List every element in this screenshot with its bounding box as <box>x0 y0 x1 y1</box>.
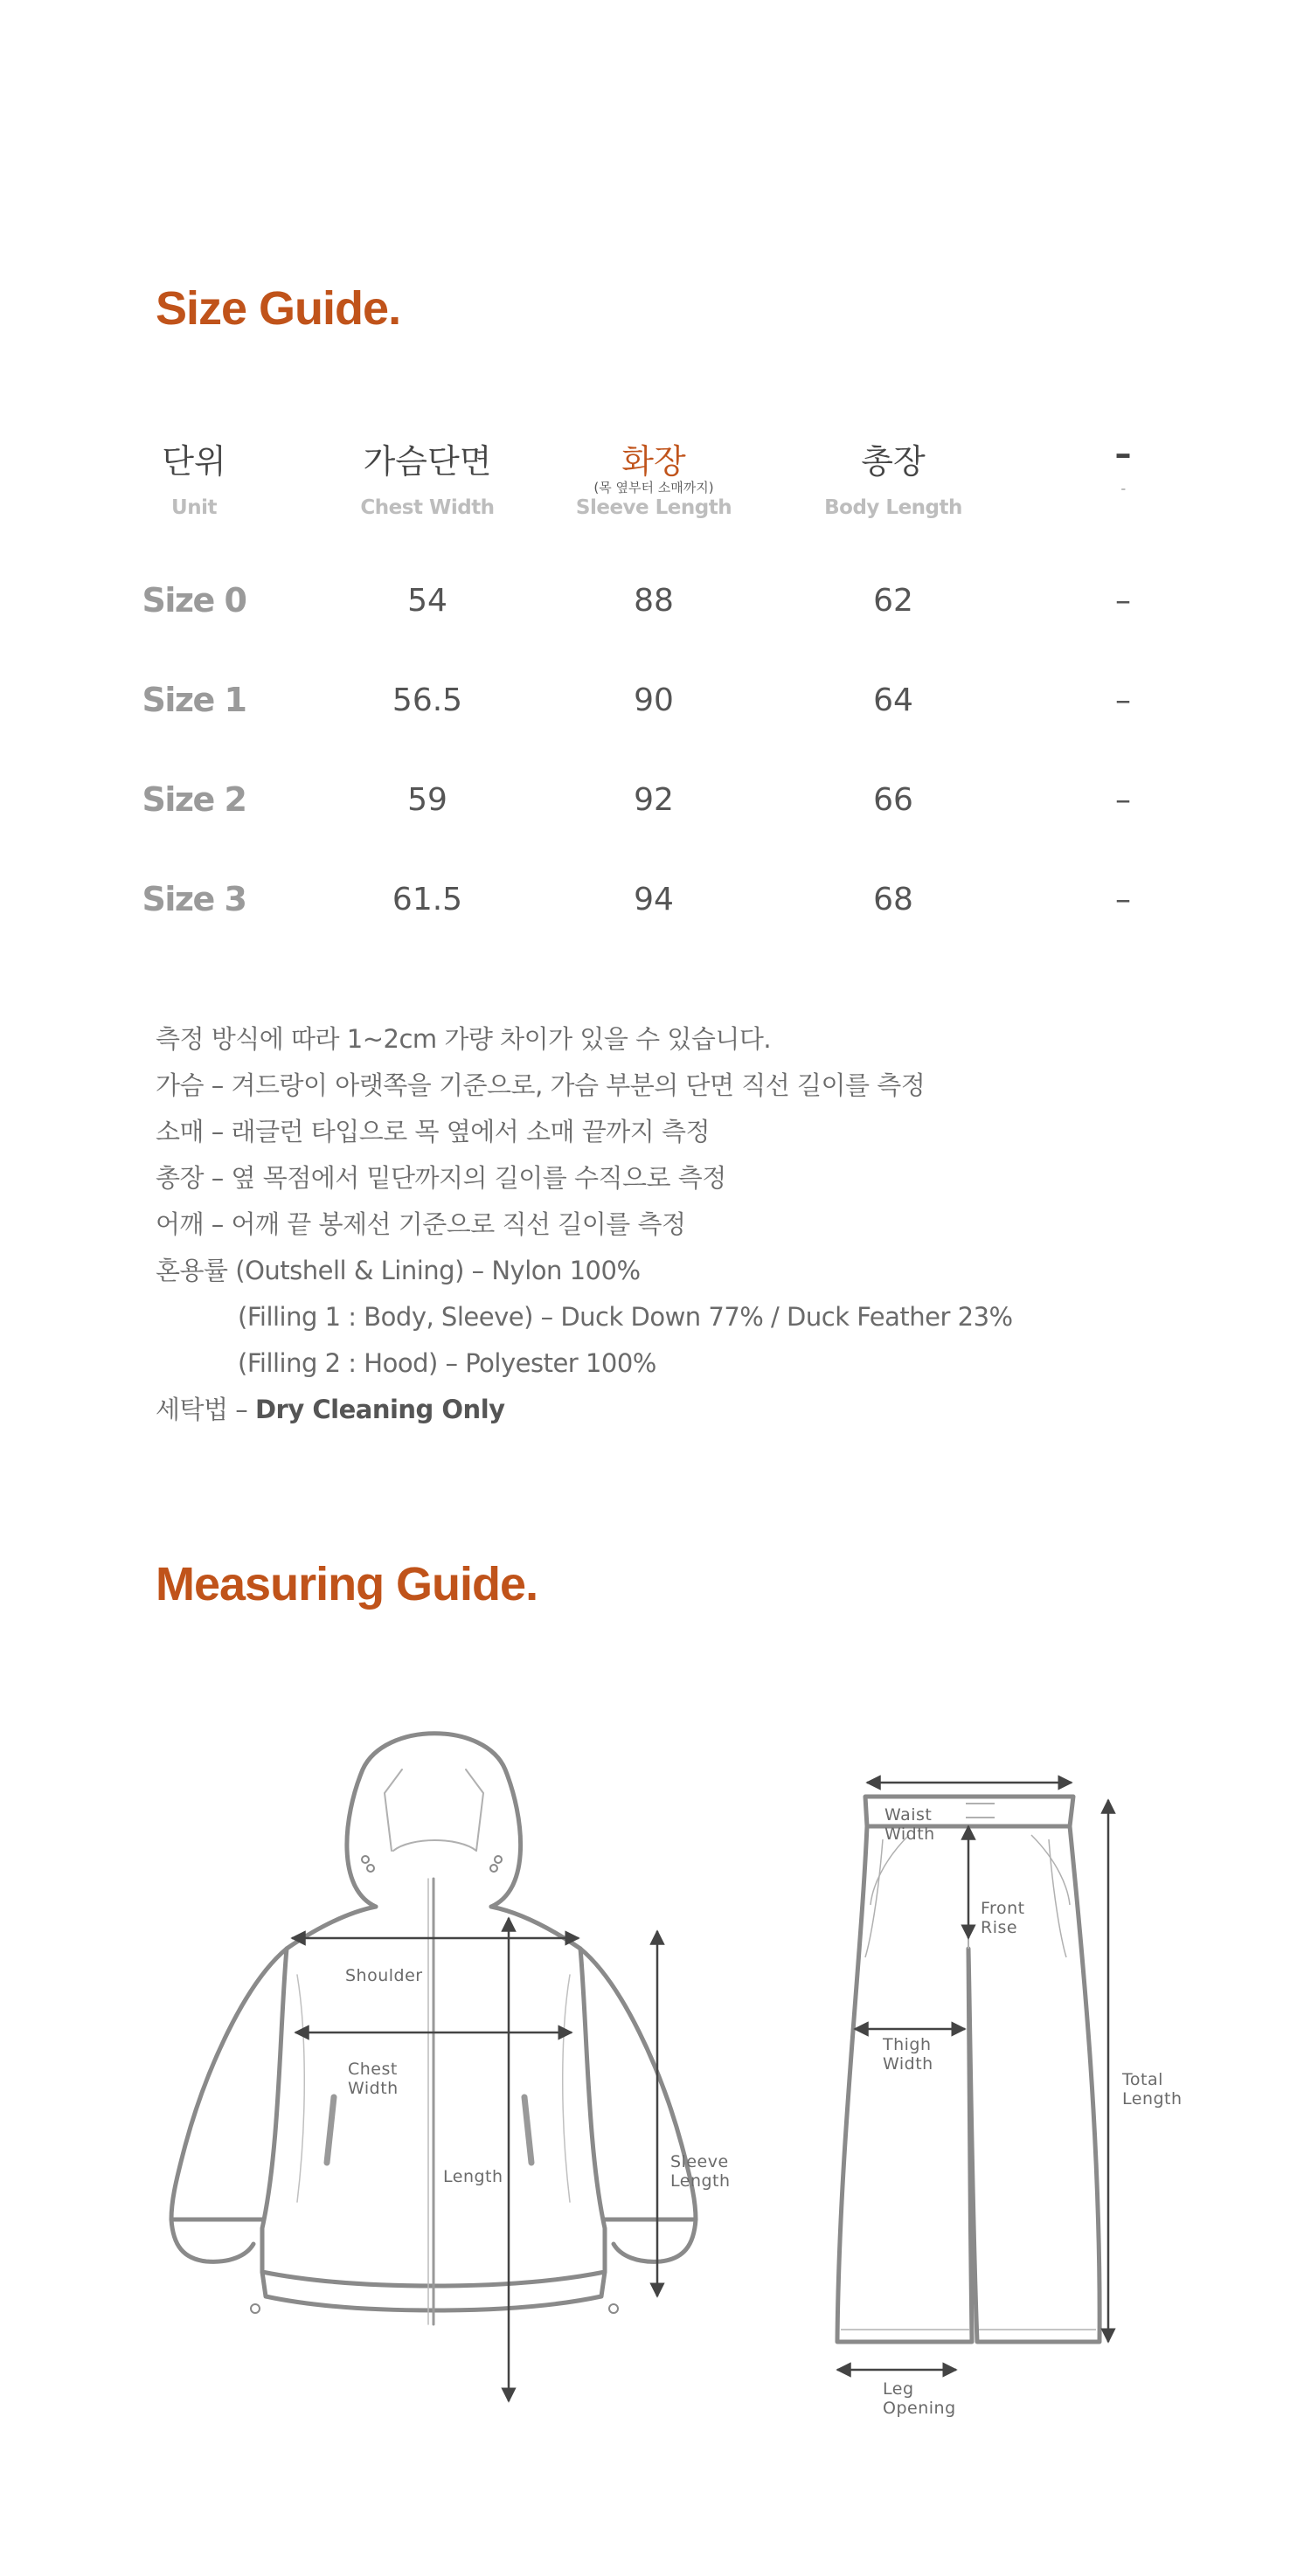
jacket-illustration <box>171 1734 696 2324</box>
size-guide-title: Size Guide. <box>156 282 401 335</box>
label-leg-2: Opening <box>883 2399 956 2418</box>
size-table <box>0 0 1311 961</box>
note-composition-outshell: 혼용률 (Outshell & Lining) – Nylon 100% <box>156 1256 641 1285</box>
note-body-length: 총장 – 옆 목점에서 밑단까지의 길이를 수직으로 측정 <box>156 1163 726 1193</box>
note-sleeve: 소매 – 래글런 타입으로 목 옆에서 소매 끝까지 측정 <box>156 1117 711 1146</box>
header-chest-ko: 가슴단면 <box>363 442 492 481</box>
header-sleeve-ko: 화장 <box>621 442 686 481</box>
label-waist-1: Waist <box>884 1805 933 1825</box>
row-label-size-3: Size 3 <box>142 880 246 918</box>
header-extra-ko: – <box>1114 434 1132 473</box>
header-body-ko: 총장 <box>861 442 926 481</box>
washing-prefix: 세탁법 – <box>156 1395 255 1424</box>
label-shoulder: Shoulder <box>345 1966 423 1985</box>
cell-size-3-sleeve: 94 <box>634 882 674 918</box>
measuring-guide-title: Measuring Guide. <box>156 1558 538 1610</box>
label-leg-1: Leg <box>883 2379 914 2399</box>
cell-size-3-extra: – <box>1115 882 1131 918</box>
measuring-illustrations <box>0 1660 1311 2534</box>
label-total-1: Total <box>1122 2070 1163 2089</box>
cell-size-1-sleeve: 90 <box>634 682 674 718</box>
note-shoulder: 어깨 – 어깨 끝 봉제선 기준으로 직선 길이를 측정 <box>156 1209 686 1239</box>
label-chest-2: Width <box>348 2079 399 2098</box>
cell-size-3-body: 68 <box>873 882 913 918</box>
cell-size-0-extra: – <box>1115 583 1131 619</box>
cell-size-0-sleeve: 88 <box>634 583 674 619</box>
header-body-en: Body Length <box>824 496 962 519</box>
label-sleeve-1: Sleeve <box>670 2152 729 2171</box>
header-unit-ko: 단위 <box>162 442 226 481</box>
header-chest-en: Chest Width <box>360 496 495 519</box>
label-rise-2: Rise <box>981 1918 1018 1937</box>
header-unit-en: Unit <box>171 496 217 519</box>
header-sleeve-en: Sleeve Length <box>575 496 732 519</box>
label-total-2: Length <box>1122 2089 1183 2109</box>
cell-size-3-chest: 61.5 <box>392 882 463 918</box>
cell-size-1-extra: – <box>1115 682 1131 718</box>
label-sleeve-2: Length <box>670 2171 731 2191</box>
cell-size-1-body: 64 <box>873 682 913 718</box>
cell-size-2-chest: 59 <box>407 782 447 818</box>
note-washing <box>156 1387 1013 1433</box>
cell-size-0-chest: 54 <box>407 583 447 619</box>
label-chest-1: Chest <box>348 2060 398 2079</box>
note-measurement-variance: 측정 방식에 따라 1~2cm 가량 차이가 있을 수 있습니다. <box>156 1024 772 1054</box>
note-composition-filling-1: (Filling 1 : Body, Sleeve) – Duck Down 77% / Duck Feather 23% <box>238 1302 1013 1332</box>
cell-size-0-body: 62 <box>873 583 913 619</box>
cell-size-2-extra: – <box>1115 782 1131 818</box>
row-label-size-2: Size 2 <box>142 780 246 819</box>
cell-size-1-chest: 56.5 <box>392 682 463 718</box>
header-sleeve-note: (목 옆부터 소매까지) <box>593 480 714 495</box>
cell-size-2-sleeve: 92 <box>634 782 674 818</box>
jacket-measure-arrows <box>292 1918 657 2401</box>
label-rise-1: Front <box>981 1899 1025 1918</box>
row-label-size-0: Size 0 <box>142 581 246 620</box>
label-thigh-2: Width <box>883 2054 933 2074</box>
label-thigh-1: Thigh <box>883 2035 932 2054</box>
note-composition-filling-2: (Filling 2 : Hood) – Polyester 100% <box>238 1348 656 1378</box>
label-length: Length <box>443 2167 503 2186</box>
note-chest: 가슴 – 겨드랑이 아랫쪽을 기준으로, 가슴 부분의 단면 직선 길이를 측정 <box>156 1070 926 1100</box>
label-waist-2: Width <box>884 1825 935 1844</box>
row-label-size-1: Size 1 <box>142 681 246 719</box>
header-extra-en: - <box>1120 482 1126 496</box>
care-notes <box>156 1016 1013 1433</box>
cell-size-2-body: 66 <box>873 782 913 818</box>
washing-method: Dry Cleaning Only <box>254 1395 505 1424</box>
